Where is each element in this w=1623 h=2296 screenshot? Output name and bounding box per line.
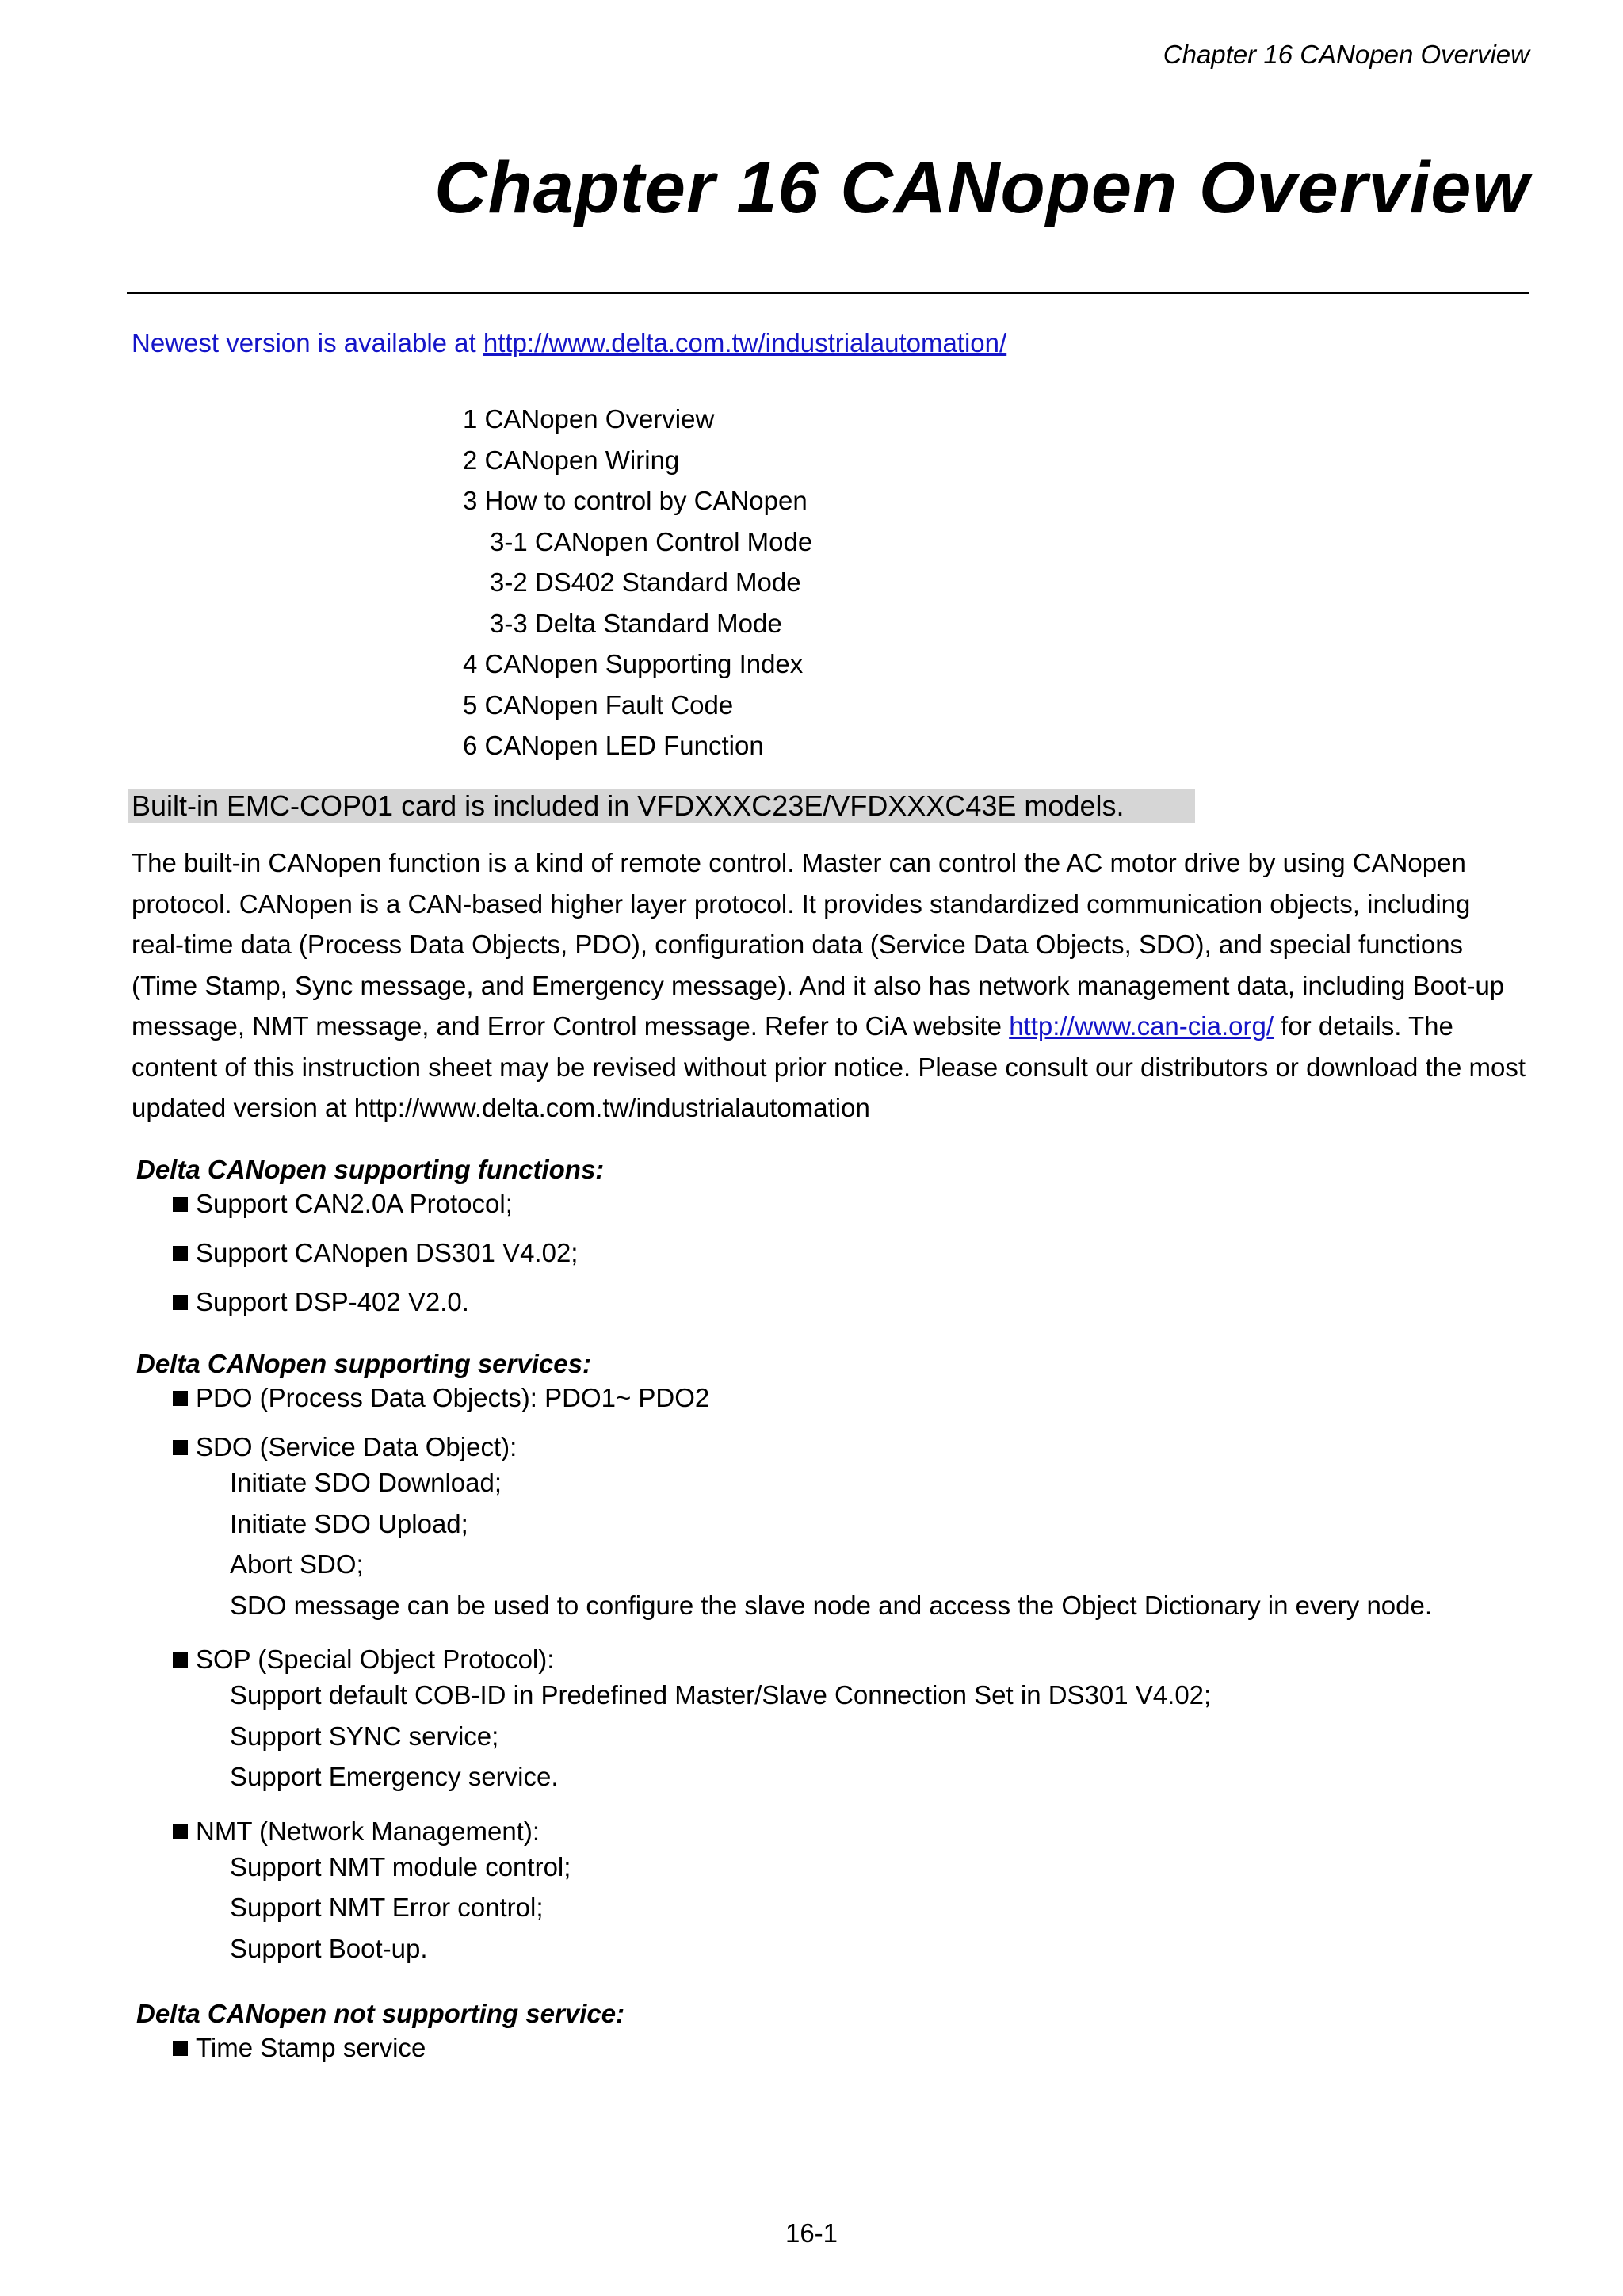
intro-text-part1: The built-in CANopen function is a kind of remote control. Master can control the AC motor drive by using CANopen protocol. CANopen is a CAN-based higher layer protocol. It provides standardized communication objects, including real-time data (Process Data Objects, PDO), configuration data (Service Data Objects, SDO), and special functions (Time Stamp, Sync message, and Emergency message). And it also has network management data, including Boot-up message, NMT message, and Error Control message. Refer to CiA website [132,848,1505,1041]
cia-website-link[interactable]: http://www.can-cia.org/ [1009,1011,1274,1041]
list-item: Time Stamp service [173,2033,426,2082]
square-bullet-icon [173,2041,188,2056]
sop-subitem: Support default COB-ID in Predefined Master/Slave Connection Set in DS301 V4.02; [230,1680,1212,1710]
sdo-subitem: Initiate SDO Download; [230,1468,502,1497]
sop-subitem: Support Emergency service. [230,1762,559,1791]
intro-paragraph [132,842,1529,1129]
newest-version-text: Newest version is available at [132,328,483,357]
square-bullet-icon [173,1391,188,1406]
toc-item: 6 CANopen LED Function [463,731,764,760]
toc-item: 3 How to control by CANopen [463,486,808,515]
sdo-subitem: Initiate SDO Upload; [230,1508,468,1538]
list-item: Support DSP-402 V2.0. [173,1287,578,1336]
running-header: Chapter 16 CANopen Overview [1163,40,1529,69]
toc-item: 2 CANopen Wiring [463,445,680,475]
square-bullet-icon [173,1246,188,1261]
not-supported-list [173,2033,426,2082]
sdo-subitem: SDO message can be used to configure the slave node and access the Object Dictionary in every node. [230,1590,1433,1620]
intro-text-part2: for details. The content of this instruction sheet may be revised without prior notice. Please consult our distributors or download the most updated version at http://www.delta.com.tw/industrialautomation [132,1011,1526,1122]
list-item-sop [173,1645,1432,1797]
list-item-nmt [173,1817,1432,1969]
page-number: 16-1 [785,2218,838,2248]
not-supported-heading: Delta CANopen not supporting service: [136,1999,625,2028]
newest-version-note [132,328,1006,358]
toc-item: 1 CANopen Overview [463,404,715,434]
square-bullet-icon [173,1652,188,1668]
toc-subitem: 3-2 DS402 Standard Mode [490,567,801,597]
table-of-contents [463,399,812,766]
functions-heading: Delta CANopen supporting functions: [136,1155,605,1184]
title-divider [127,292,1529,294]
delta-website-link[interactable]: http://www.delta.com.tw/industrialautomation/ [483,328,1007,357]
nmt-subitem: Support NMT Error control; [230,1893,544,1922]
sdo-title: SDO (Service Data Object): [196,1432,517,1461]
sop-title: SOP (Special Object Protocol): [196,1645,555,1674]
nmt-title: NMT (Network Management): [196,1816,540,1846]
toc-item: 5 CANopen Fault Code [463,690,734,720]
toc-subitem: 3-3 Delta Standard Mode [490,608,782,638]
chapter-title: Chapter 16 CANopen Overview [434,147,1529,228]
services-list [173,1383,1432,1988]
square-bullet-icon [173,1197,188,1212]
list-item-sdo [173,1432,1432,1626]
square-bullet-icon [173,1295,188,1310]
square-bullet-icon [173,1440,188,1455]
toc-item: 4 CANopen Supporting Index [463,649,804,678]
list-item-pdo: PDO (Process Data Objects): PDO1~ PDO2 [173,1383,1432,1432]
list-item: Support CANopen DS301 V4.02; [173,1238,578,1287]
nmt-subitem: Support NMT module control; [230,1851,571,1881]
square-bullet-icon [173,1824,188,1839]
services-heading: Delta CANopen supporting services: [136,1349,591,1378]
list-item: Support CAN2.0A Protocol; [173,1189,578,1238]
sop-subitem: Support SYNC service; [230,1721,499,1751]
built-in-card-note: Built-in EMC-COP01 card is included in VFDXXXC23E/VFDXXXC43E models. [128,789,1195,823]
toc-subitem: 3-1 CANopen Control Mode [490,526,813,556]
sdo-subitem: Abort SDO; [230,1549,364,1579]
functions-list [173,1189,578,1336]
nmt-subitem: Support Boot-up. [230,1933,428,1963]
